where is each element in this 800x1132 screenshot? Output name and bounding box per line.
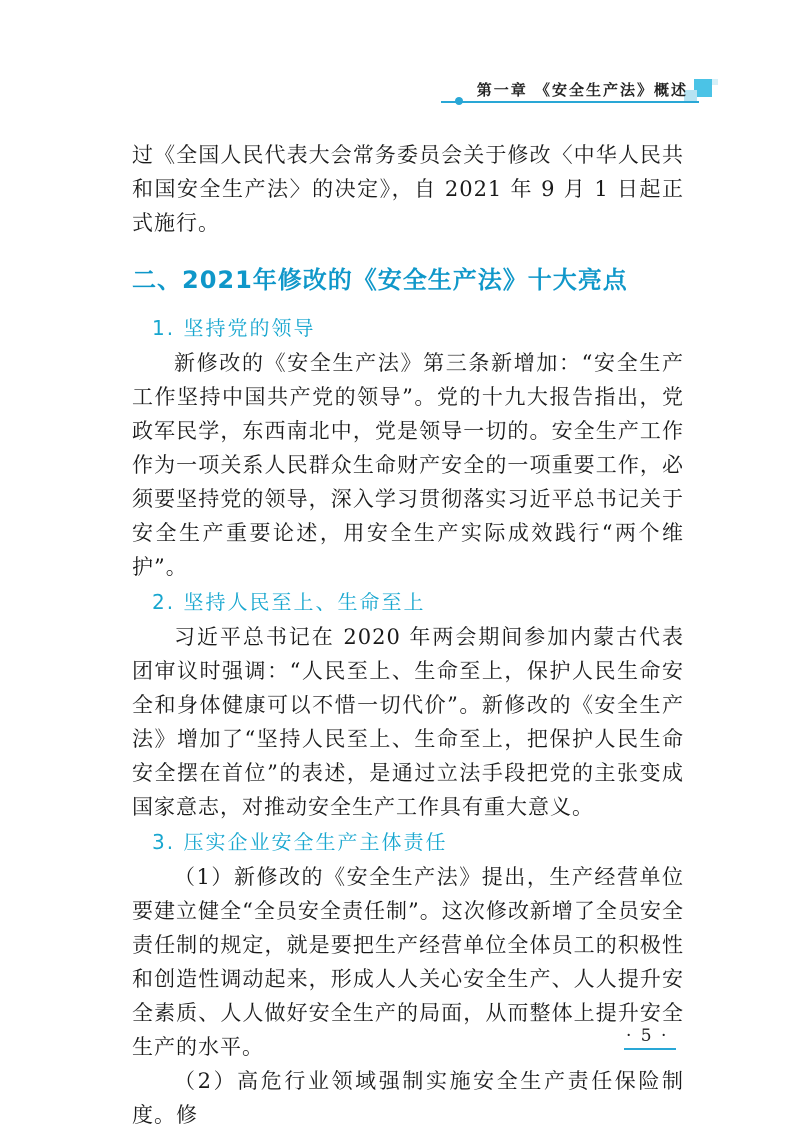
item-heading: 1. 坚持党的领导 (152, 316, 316, 340)
item-paragraph: 习近平总书记在 2020 年两会期间参加内蒙古代表团审议时强调：“人民至上、生命至上，保护人民生命安全和身体健康可以不惜一切代价”。新修改的《安全生产法》增加了“坚持人民至上、生命至上，把保护人民生命安全摆在首位”的表述，是通过立法手段把党的主张变成国家意志，对推动安全生产工作具有重大意义。 (132, 625, 684, 819)
item-paragraph: （2）高危行业领域强制实施安全生产责任保险制度。修 (132, 1069, 684, 1127)
item-heading: 3. 压实企业安全生产主体责任 (152, 830, 448, 854)
header-rule (441, 101, 699, 103)
intro-paragraph: 过《全国人民代表大会常务委员会关于修改〈中华人民共和国安全生产法〉的决定》，自 2021 年 9 月 1 日起正式施行。 (132, 143, 684, 235)
header-decor-square-small (712, 79, 718, 85)
item-heading: 2. 坚持人民至上、生命至上 (152, 590, 426, 614)
item-paragraph: 新修改的《安全生产法》第三条新增加：“安全生产工作坚持中国共产党的领导”。党的十九大报告指出，党政军民学，东西南北中，党是领导一切的。安全生产工作作为一项关系人民群众生命财产安全的一项重要工作，必须要坚持党的领导，深入学习贯彻落实习近平总书记关于安全生产重要论述，用安全生产实际成效践行“两个维护”。 (132, 351, 684, 579)
header-rule-dot (455, 97, 463, 105)
page-body (132, 138, 684, 1132)
page-number-rule (624, 1048, 676, 1050)
item-paragraph: （1）新修改的《安全生产法》提出，生产经营单位要建立健全“全员安全责任制”。这次修改新增了全员安全责任制的规定，就是要把生产经营单位全体员工的积极性和创造性调动起来，形成人人关心安全生产、人人提升安全素质、人人做好安全生产的局面，从而整体上提升安全生产的水平。 (132, 865, 684, 1059)
section-title: 二、2021年修改的《安全生产法》十大亮点 (132, 266, 628, 294)
running-header: 第一章 《安全生产法》概述 (476, 81, 688, 99)
page-number: · 5 · (626, 1026, 669, 1046)
